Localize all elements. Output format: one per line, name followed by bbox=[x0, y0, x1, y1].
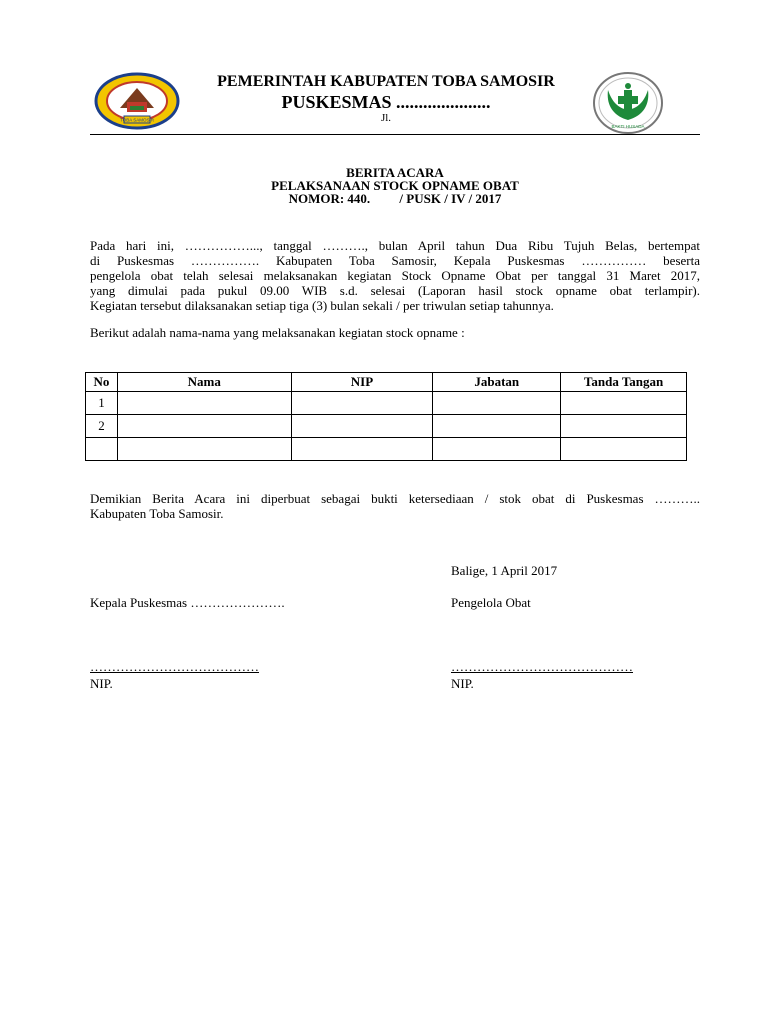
position-cell bbox=[433, 392, 561, 415]
paragraph-line: Pada hari ini, ……………..., tanggal ………., bulan April tahun Dua Ribu Tujuh Belas, bertempat bbox=[90, 238, 700, 253]
nip-cell bbox=[291, 415, 433, 438]
nip-cell bbox=[291, 392, 433, 415]
header-address: Jl. bbox=[380, 112, 392, 124]
signature-cell bbox=[561, 438, 687, 461]
right-nip-label: NIP. bbox=[451, 676, 474, 691]
row-number: 2 bbox=[86, 415, 118, 438]
header-government: PEMERINTAH KABUPATEN TOBA SAMOSIR bbox=[217, 73, 555, 90]
table-header-row bbox=[86, 373, 687, 392]
signature-cell bbox=[561, 415, 687, 438]
closing-paragraph bbox=[90, 491, 700, 521]
paragraph-line: Kabupaten Toba Samosir. bbox=[90, 506, 224, 521]
document-number: NOMOR: 440. / PUSK / IV / 2017 bbox=[288, 191, 502, 206]
document-title: BERITA ACARA bbox=[346, 165, 444, 180]
name-cell bbox=[117, 415, 291, 438]
bakti-husada-logo bbox=[592, 72, 664, 134]
table-row bbox=[86, 415, 687, 438]
column-header-nama: Nama bbox=[117, 373, 291, 392]
kabupaten-logo bbox=[94, 72, 180, 130]
column-header-jabatan: Jabatan bbox=[433, 373, 561, 392]
paragraph-line: Demikian Berita Acara ini diperbuat sebagai bukti ketersediaan / stok obat di Puskesmas ……….. bbox=[90, 491, 700, 506]
row-number: 1 bbox=[86, 392, 118, 415]
column-header-no: No bbox=[86, 373, 118, 392]
column-header-nip: NIP bbox=[291, 373, 433, 392]
table-row bbox=[86, 438, 687, 461]
position-cell bbox=[433, 438, 561, 461]
position-cell bbox=[433, 415, 561, 438]
document-subtitle: PELAKSANAAN STOCK OPNAME OBAT bbox=[271, 178, 519, 193]
paragraph-line: Kegiatan tersebut dilaksanakan setiap tiga (3) bulan sekali / per triwulan setiap tahunnya. bbox=[90, 298, 554, 313]
left-signature-line: ………………………………… bbox=[90, 659, 259, 674]
paragraph-line: di Puskesmas ……………. Kabupaten Toba Samosir, Kepala Puskesmas …………… beserta bbox=[90, 253, 700, 268]
header-puskesmas: PUSKESMAS ..................... bbox=[281, 92, 491, 112]
place-and-date: Balige, 1 April 2017 bbox=[451, 563, 558, 578]
left-nip-label: NIP. bbox=[90, 676, 113, 691]
header-divider bbox=[90, 134, 700, 135]
table-row bbox=[86, 392, 687, 415]
paragraph-line: pengelola obat telah selesai melaksanakan kegiatan Stock Opname Obat per tanggal 31 Maret 2017, bbox=[90, 268, 700, 283]
signature-cell bbox=[561, 392, 687, 415]
name-cell bbox=[117, 438, 291, 461]
right-logo-text: BAKTI HUSADA bbox=[611, 124, 645, 129]
opening-paragraph bbox=[90, 238, 700, 313]
name-cell bbox=[117, 392, 291, 415]
head-of-puskesmas-title: Kepala Puskesmas …………………. bbox=[90, 595, 285, 610]
drug-manager-title: Pengelola Obat bbox=[451, 595, 531, 610]
participants-table bbox=[85, 372, 687, 461]
left-logo-text: TOBA SAMOSIR bbox=[120, 117, 154, 123]
nip-cell bbox=[291, 438, 433, 461]
row-number bbox=[86, 438, 118, 461]
column-header-tanda-tangan: Tanda Tangan bbox=[561, 373, 687, 392]
paragraph-line: yang dimulai pada pukul 09.00 WIB s.d. selesai (Laporan hasil stock opname obat terlampir). bbox=[90, 283, 700, 298]
right-signature-line: …………………………………… bbox=[451, 659, 633, 674]
participants-intro: Berikut adalah nama-nama yang melaksanakan kegiatan stock opname : bbox=[90, 325, 465, 340]
